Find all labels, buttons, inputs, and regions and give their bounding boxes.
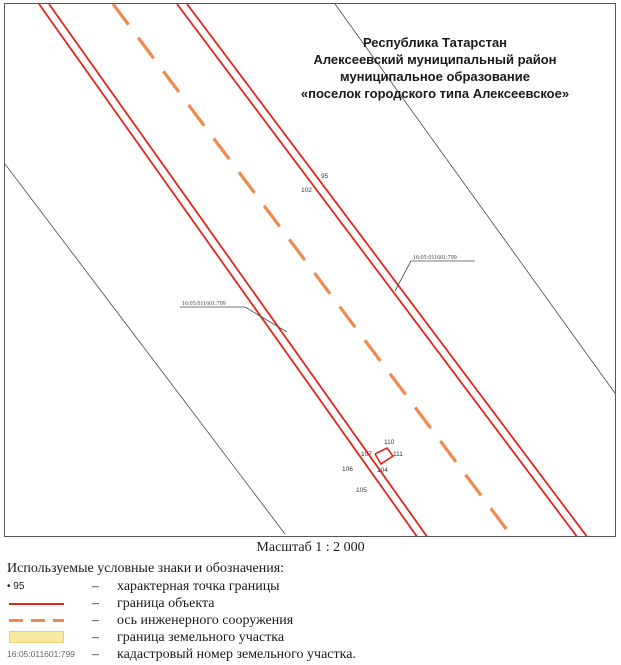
legend-label: кадастровый номер земельного участка. <box>117 647 356 662</box>
legend-title: Используемые условные знаки и обозначения: <box>7 561 285 576</box>
legend-item-cadastral-number <box>7 646 607 663</box>
boundary-point-symbol: • 95 <box>7 581 25 592</box>
title-line: муниципальное образование <box>340 69 530 84</box>
legend-label: граница объекта <box>117 596 215 611</box>
point-label: 110 <box>384 439 395 446</box>
structure-axis-symbol <box>7 612 69 629</box>
legend-label: характерная точка границы <box>117 579 280 594</box>
map-frame <box>4 3 616 537</box>
point-label: 105 <box>356 487 367 494</box>
legend-dash: – <box>92 579 99 594</box>
point-label: 102 <box>301 187 312 194</box>
title-line: «поселок городского типа Алексеевское» <box>300 86 570 101</box>
legend-dash: – <box>92 596 99 611</box>
legend-dash: – <box>92 647 99 662</box>
point-label: 95 <box>321 173 329 180</box>
parcel-boundary-left <box>5 164 285 534</box>
legend-item-structure-axis <box>7 612 607 629</box>
cadastral-leader-right <box>395 261 411 291</box>
map-scale: Масштаб 1 : 2 000 <box>256 540 365 555</box>
point-label: 107 <box>361 451 372 458</box>
object-boundary-symbol <box>7 595 69 612</box>
land-parcel-symbol <box>7 629 69 646</box>
point-label: 104 <box>377 467 388 474</box>
title-line: Алексеевский муниципальный район <box>313 52 557 67</box>
point-label: 111 <box>393 451 403 458</box>
cadastral-label: 16:05:011601:799 <box>413 255 457 261</box>
legend-item-object-boundary <box>7 595 607 612</box>
legend-label: граница земельного участка <box>117 630 285 645</box>
cadastral-number-symbol: 16:05:011601:799 <box>7 649 75 659</box>
legend-label: ось инженерного сооружения <box>117 613 294 628</box>
point-label: 106 <box>342 466 353 473</box>
title-line: Республика Татарстан <box>362 35 508 50</box>
cadastral-label: 16:05:011601:799 <box>182 301 226 307</box>
legend-item-land-parcel <box>7 629 607 646</box>
map-title <box>285 34 585 102</box>
legend-dash: – <box>92 630 99 645</box>
legend-item-boundary-point <box>7 578 607 595</box>
boundary-notch <box>375 448 393 464</box>
legend-dash: – <box>92 613 99 628</box>
